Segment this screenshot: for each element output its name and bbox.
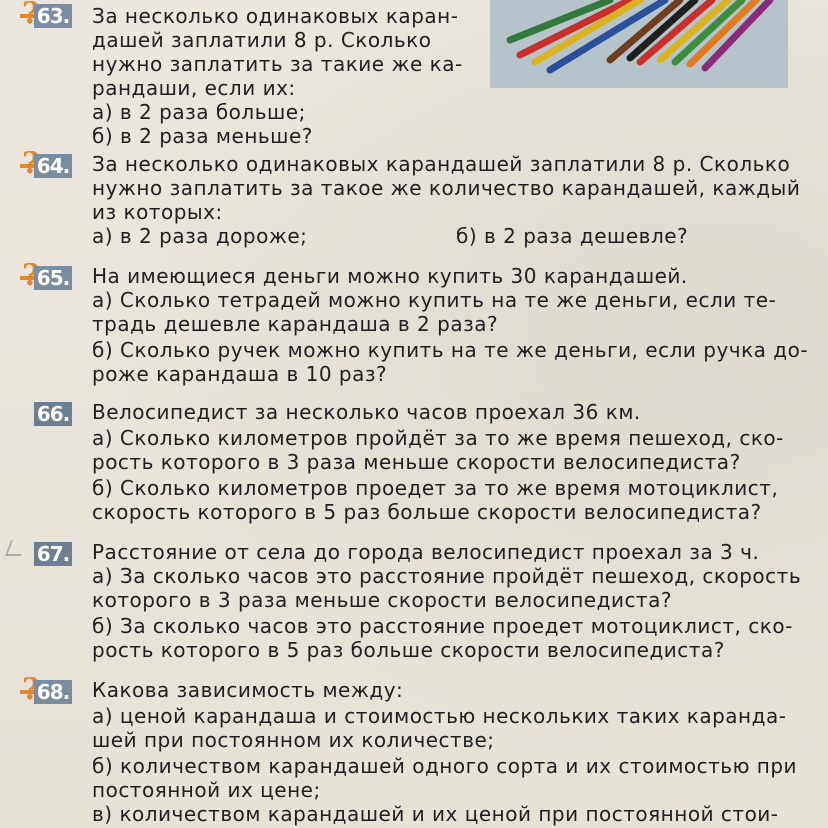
problem-text-line: б) количеством карандашей одного сорта и их стоимостью при (92, 754, 798, 778)
problem-text-line: постоянной их цене; (92, 778, 321, 802)
problem-text-line: За несколько одинаковых карандашей заплатили 8 р. Сколько (92, 152, 791, 176)
problem-number-badge: 68. (34, 680, 72, 704)
problem-text-line: За несколько одинаковых каран- (92, 4, 459, 28)
problem-text-line: б) в 2 раза меньше? (92, 124, 313, 148)
problem-number-badge: 65. (34, 266, 72, 290)
dash-marker-icon (20, 14, 34, 18)
problem-text-line: а) Сколько километров пройдёт за то же время пешеход, ско- (92, 426, 784, 450)
dash-marker-icon (20, 164, 34, 168)
problem-number-badge: 67. (34, 542, 72, 566)
problem-text-line: дашей заплатили 8 р. Сколько (92, 28, 432, 52)
problem-text-line: а) За сколько часов это расстояние пройдёт пешеход, скорость (92, 564, 802, 588)
problem-text-line: а) ценой карандаша и стоимостью нескольких таких каранда- (92, 704, 787, 728)
problem-text-line: нужно заплатить за такое же количество карандашей, каждый (92, 176, 801, 200)
problem-text-line: б) За сколько часов это расстояние проедет мотоциклист, ско- (92, 614, 793, 638)
pencils-illustration (490, 0, 788, 88)
problem-number-badge: 63. (34, 4, 72, 28)
problem-text-line: традь дешевле карандаша в 2 раза? (92, 312, 499, 336)
problem-text-line: рость которого в 5 раз больше скорости велосипедиста? (92, 638, 725, 662)
problem-text-line: Какова зависимость между: (92, 678, 404, 702)
problem-text-line: На имеющиеся деньги можно купить 30 карандашей. (92, 264, 688, 288)
dash-marker-icon (20, 276, 34, 280)
problem-text-line: которого в 3 раза меньше скорости велосипедиста? (92, 588, 672, 612)
problem-number-badge: 66. (34, 402, 72, 426)
problem-text-line: а) в 2 раза больше; (92, 100, 306, 124)
problem-text-line: рость которого в 3 раза меньше скорости велосипедиста? (92, 450, 741, 474)
option-a: а) в 2 раза дороже; (92, 224, 308, 248)
problem-text-line: в) количеством карандашей и их ценой при постоянной стои- (92, 802, 779, 826)
check-mark-icon (5, 540, 27, 556)
problem-text-line: Расстояние от села до города велосипедист проехал за 3 ч. (92, 540, 760, 564)
option-b: б) в 2 раза дешевле? (456, 224, 689, 248)
problem-text-line: б) Сколько километров проедет за то же время мотоциклист, (92, 476, 779, 500)
problem-text-line: нужно заплатить за такие же ка- (92, 52, 463, 76)
pencils-photo (490, 0, 788, 88)
problem-text-line: а) Сколько тетрадей можно купить на те же деньги, если те- (92, 288, 777, 312)
problem-number-badge: 64. (34, 154, 72, 178)
problem-text-line: роже карандаша в 10 раз? (92, 362, 388, 386)
problem-text-line: Велосипедист за несколько часов проехал 36 км. (92, 400, 641, 424)
problem-text-line: из которых: (92, 200, 223, 224)
problem-text-line: рандаши, если их: (92, 76, 296, 100)
dash-marker-icon (20, 690, 34, 694)
problem-text-line: скорость которого в 5 раз больше скорости велосипедиста? (92, 500, 762, 524)
problem-text-line: б) Сколько ручек можно купить на те же деньги, если ручка до- (92, 338, 809, 362)
problem-text-line: шей при постоянном их количестве; (92, 728, 495, 752)
